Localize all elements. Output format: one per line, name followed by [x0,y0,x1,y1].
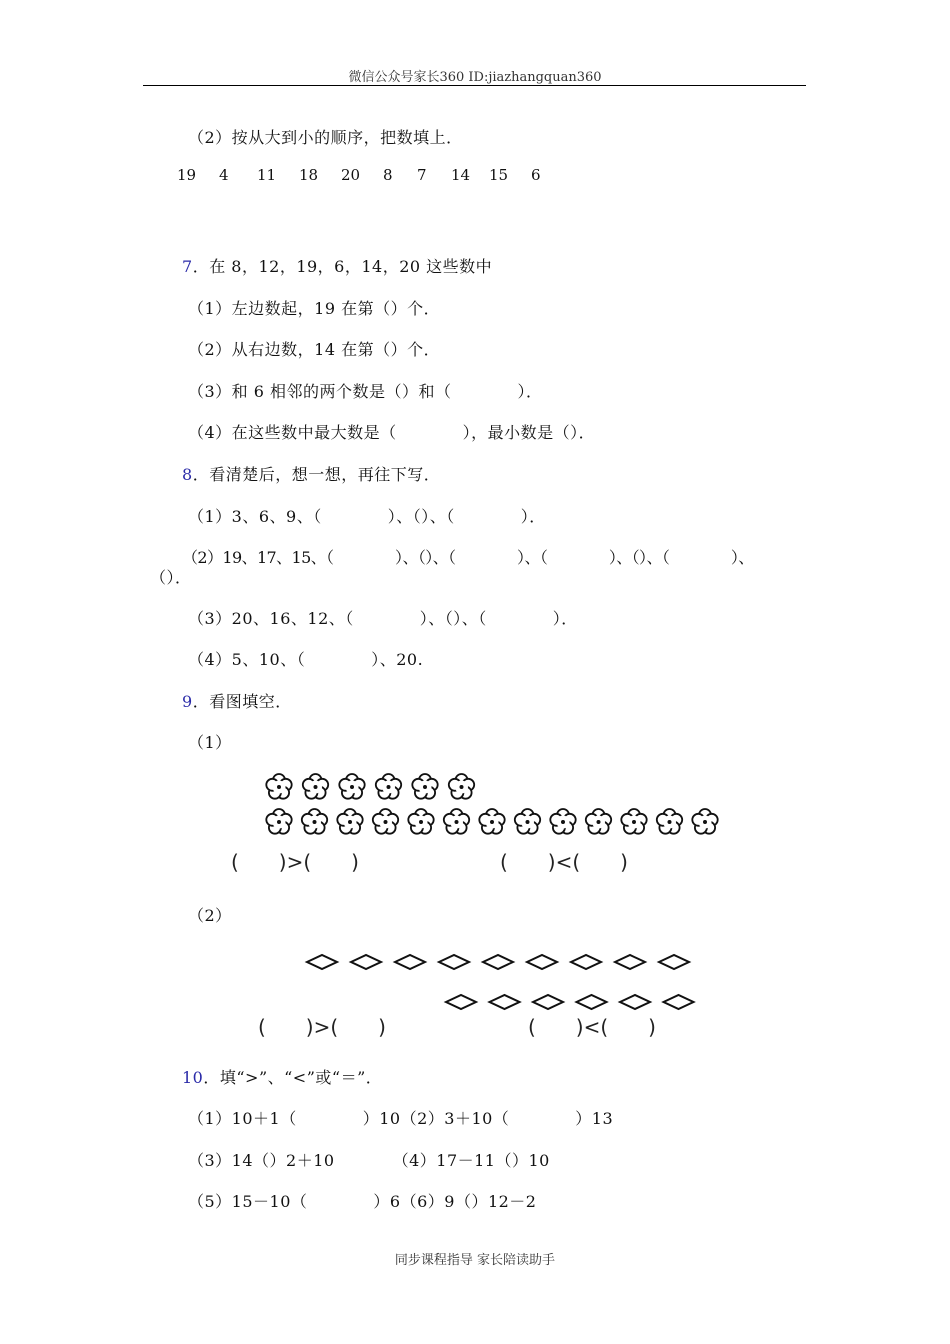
number-item: 11 [257,166,277,184]
diamond-icon [533,995,563,1009]
q8-item-1: （1）3、6、9、（ ）、（）、（ ）． [188,507,546,526]
q8-title: 8．看清楚后，想一想，再往下写． [182,465,441,484]
diamond-icon [439,955,469,969]
q9-part2-label: （2） [188,906,232,925]
question-number: 9 [182,692,193,711]
flower-icon [444,809,469,834]
q8-item-2-continued: （）． [150,568,192,587]
diamond-icon [446,995,476,1009]
number-item: 8 [383,166,393,184]
q10-item-row-2: （3）14（）2＋10 （4）17－11（）10 [188,1151,550,1170]
q7-item-2: （2）从右边数，14 在第（）个． [188,340,441,359]
flower-icon [586,809,611,834]
q10-item-row-1: （1）10＋1（ ）10（2）3＋10（ ）13 [188,1109,614,1128]
question-number: 8 [182,465,193,484]
diamond-icon [577,995,607,1009]
number-item: 4 [219,166,229,184]
compare-greater-text: ( )>( ) [258,1015,386,1039]
diamond-icon [351,955,381,969]
flower-icon [266,809,291,834]
question-number: 10 [182,1068,204,1087]
diamond-icon [527,955,557,969]
flower-icon [412,774,437,799]
number-item: 18 [299,166,319,184]
q9-part1-label: （1） [188,733,232,752]
question-number: 7 [182,257,193,276]
diamond-icon [615,955,645,969]
diamond-icon [659,955,689,969]
diamond-row-bottom [446,995,694,1009]
number-item: 7 [417,166,427,184]
compare-less-text: ( )<( ) [500,850,628,874]
q10-item-row-3: （5）15－10（ ）6（6）9（）12－2 [188,1192,537,1211]
q8-item-4: （4）5、10、（ ）、20. [188,650,424,669]
flower-icon [449,774,474,799]
q6-part2-prompt: （2）按从大到小的顺序，把数填上． [188,128,463,147]
q10-title: 10．填“>”、“<”或“＝”． [182,1068,383,1087]
flower-icon [515,809,540,834]
header-rule [143,85,806,86]
page-header: 微信公众号家长360 ID:jiazhangquan360 [348,70,602,85]
flower-figure [225,765,725,880]
q6-number-list [0,166,950,186]
flower-row-top [266,774,474,799]
number-item: 15 [489,166,509,184]
q7-item-3: （3）和 6 相邻的两个数是（）和（ ）． [188,382,543,401]
number-item: 20 [341,166,361,184]
flower-icon [479,809,504,834]
flower-icon [657,809,682,834]
number-item: 19 [177,166,197,184]
flower-icon [303,774,328,799]
diamond-figure [250,945,710,1040]
q9-title: 9．看图填空． [182,692,292,711]
flower-icon [337,809,362,834]
flower-icon [408,809,433,834]
flower-icon [266,774,291,799]
q7-title: 7．在 8，12，19，6，14，20 这些数中 [182,257,493,276]
compare-less-text: ( )<( ) [528,1015,656,1039]
q7-item-1: （1）左边数起，19 在第（）个． [188,299,441,318]
diamond-icon [571,955,601,969]
number-item: 6 [531,166,541,184]
flower-icon [376,774,401,799]
flower-icon [339,774,364,799]
diamond-icon [490,995,520,1009]
compare-greater-text: ( )>( ) [231,850,359,874]
number-item: 14 [451,166,471,184]
flower-icon [302,809,327,834]
diamond-icon [483,955,513,969]
flower-icon [373,809,398,834]
diamond-icon [664,995,694,1009]
diamond-icon [620,995,650,1009]
q8-item-2: （2）19、17、15、（ ）、（）、（ ）、（ ）、（）、（ ）、 [182,548,754,567]
flower-icon [692,809,717,834]
q7-item-4: （4）在这些数中最大数是（ ），最小数是（）． [188,423,596,442]
diamond-icon [307,955,337,969]
flower-icon [621,809,646,834]
flower-row-bottom [266,809,717,834]
flower-icon [550,809,575,834]
diamond-row-top [307,955,689,969]
diamond-icon [395,955,425,969]
page-footer: 同步课程指导 家长陪读助手 [394,1253,556,1268]
q8-item-3: （3）20、16、12、（ ）、（）、（ ）． [188,609,578,628]
